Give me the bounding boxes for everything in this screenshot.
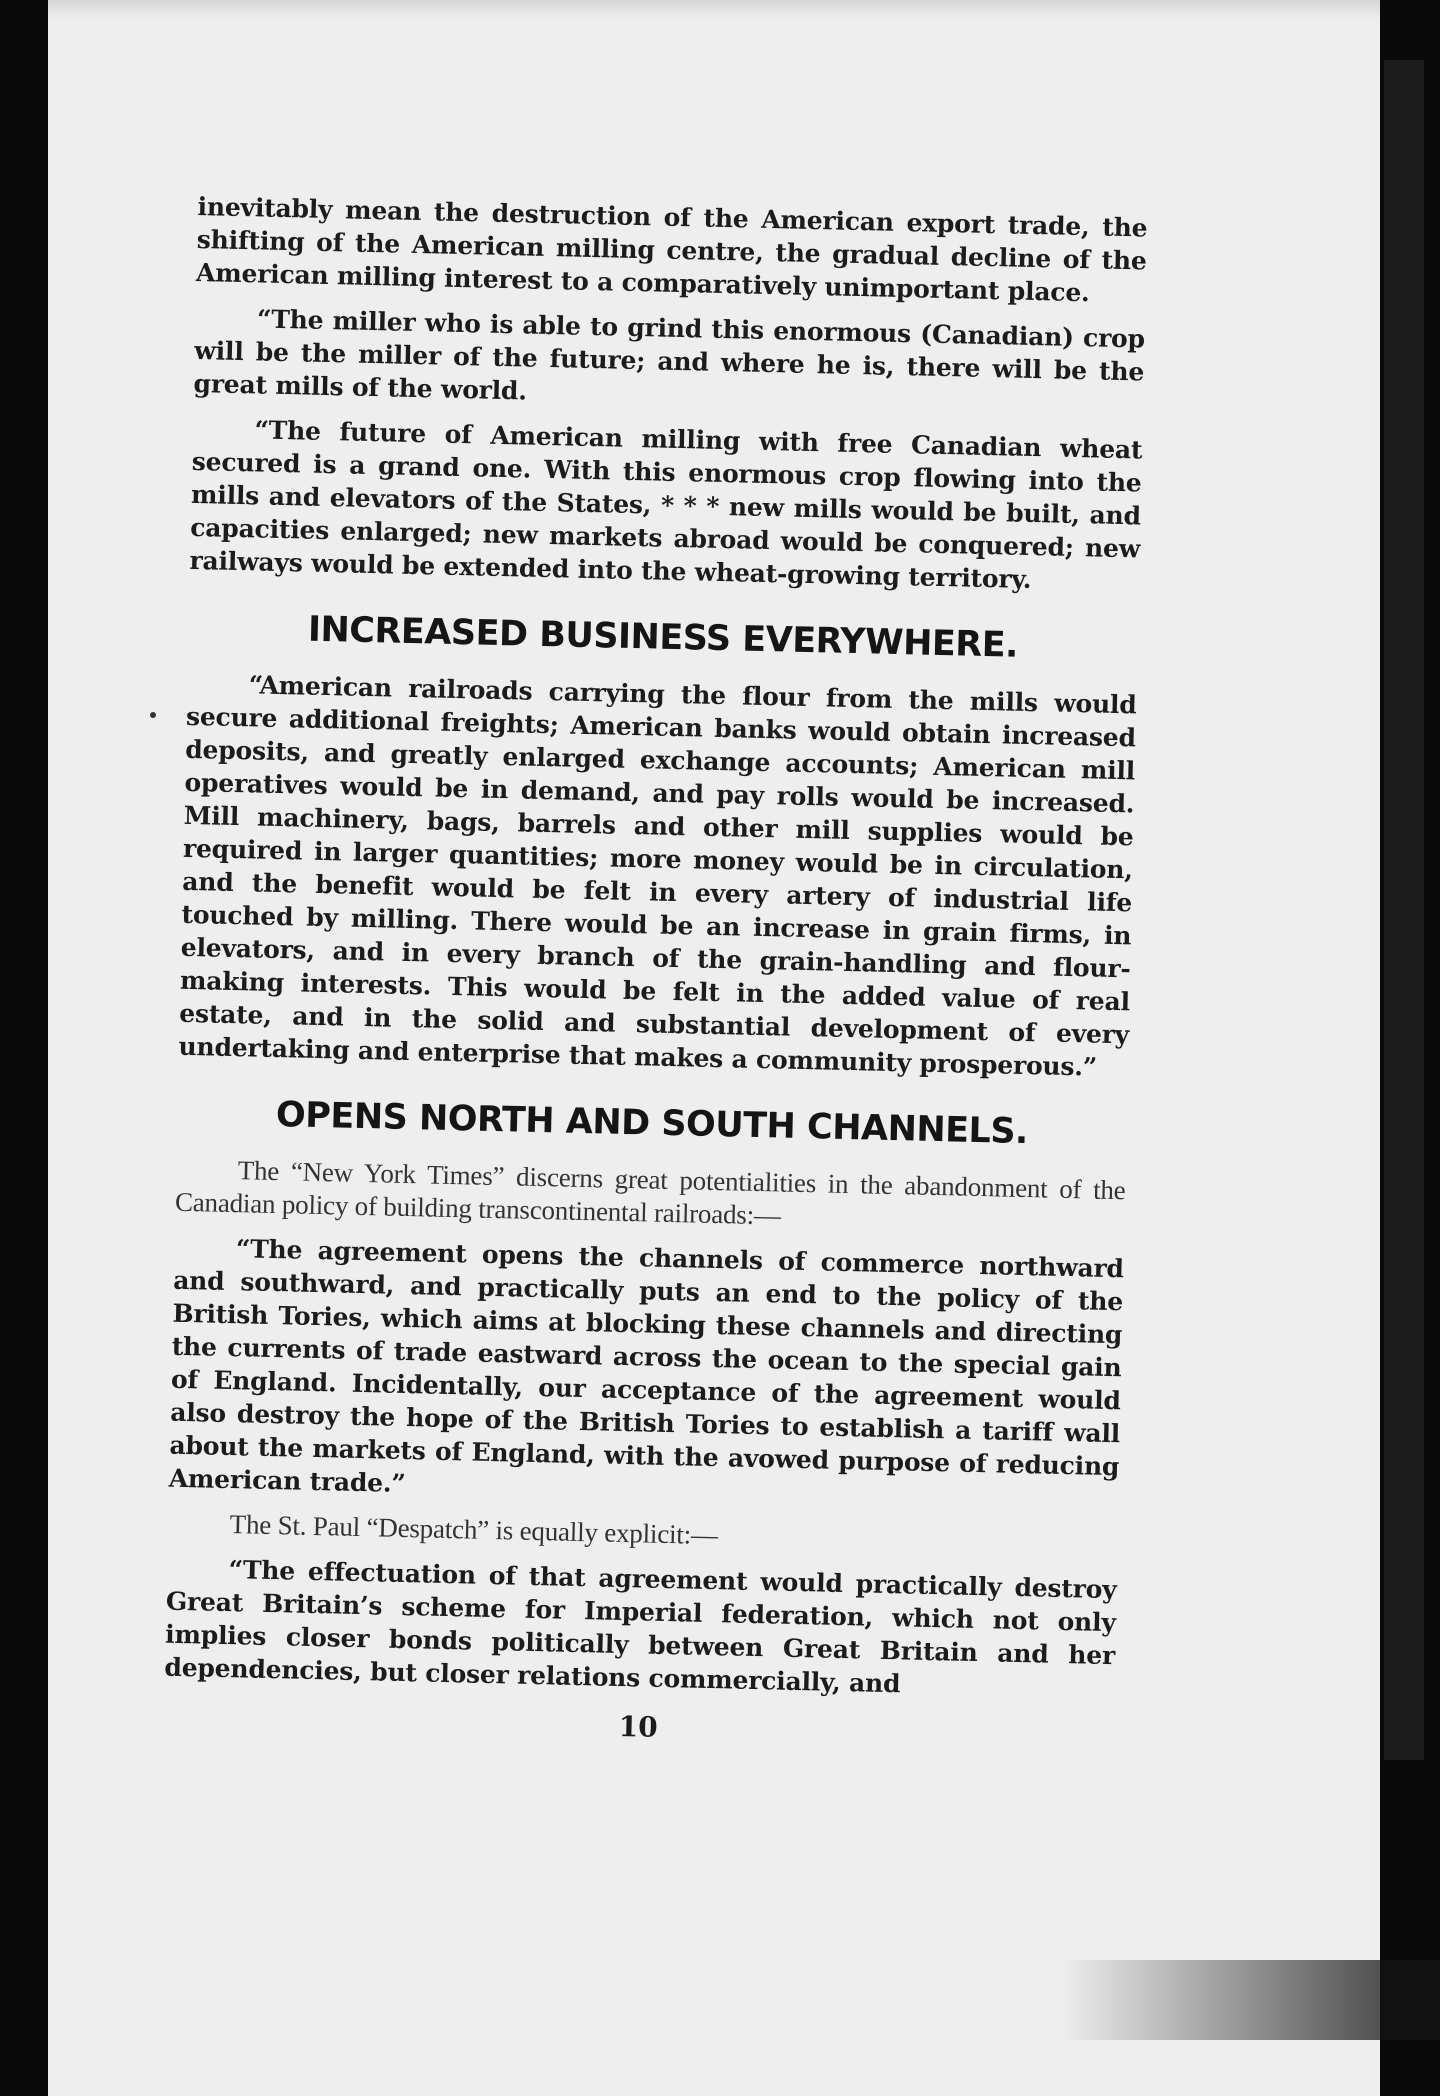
binding-shadow	[1384, 60, 1424, 1760]
heading-opens-channels: OPENS NORTH AND SOUTH CHANNELS.	[275, 1095, 1029, 1153]
page-edge-shadow	[48, 0, 1380, 20]
book-page	[48, 0, 1380, 2096]
paragraph-miller-quote: “The miller who is able to grind this enormous (Canadian) crop will be the miller of the future; and where he is, there will be the great mills of the world.	[193, 304, 1146, 406]
print-speck	[150, 712, 156, 718]
page-number: 10	[618, 1709, 659, 1744]
heading-increased-business: INCREASED BUSINESS EVERYWHERE.	[307, 609, 1019, 666]
scan-corner-shadow	[1060, 1960, 1440, 2040]
paragraph-ny-times-intro: The “New York Times” discerns great potentialities in the abandonment of the Canadian policy of building transcontinental railroads:—	[174, 1155, 1126, 1231]
paragraph-despatch-intro: The St. Paul “Despatch” is equally explicit:—	[229, 1509, 719, 1551]
paragraph-future-quote: “The future of American milling with free Canadian wheat secured is a grand one. With this enormous crop flowing into the mills and elevators of the States, * * * new mills would be built, and capacities enlarged; new markets abroad would be conquered; new railways would be extended into the wheat-growing territory.	[189, 415, 1143, 595]
page-text-block	[163, 190, 1148, 1754]
paragraph-agreement-quote: “The agreement opens the channels of commerce northward and southward, and practically puts an end to the policy of the British Tories, which aims at blocking these channels and directing the currents of trade eastward across the ocean to the special gain of England. Incidentally, our acceptance of the agreement would also destroy the hope of the British Tories to establish a tariff wall about the markets of England, with the avowed purpose of reducing American trade.”	[168, 1234, 1125, 1499]
paragraph-railroads-quote: “American railroads carrying the flour from the mills would secure additional freights; American banks would obtain increased deposits, and greatly enlarged exchange accounts; American mill operatives would be in demand, and pay rolls would be increased. Mill machinery, bags, barrels and other mill supplies would be required in larger quantities; more money would be in circulation, and the benefit would be felt in every artery of industrial life touched by milling. There would be an increase in grain firms, in elevators, and in every branch of the grain-handling and flour-making interests. This would be felt in the added value of real estate, and in the solid and substantial development of every undertaking and enterprise that makes a community prosperous.”	[178, 670, 1137, 1082]
paragraph-continuation: inevitably mean the destruction of the American export trade, the shifting of the American milling centre, the gradual decline of the American milling interest to a comparatively unimportant place.	[195, 191, 1148, 308]
paragraph-effectuation-quote: “The effectuation of that agreement would practically destroy Great Britain’s scheme for Imperial federation, which not only implies closer bonds politically between Great Britain and her dependencies, but closer relations commercially, and	[164, 1555, 1117, 1699]
